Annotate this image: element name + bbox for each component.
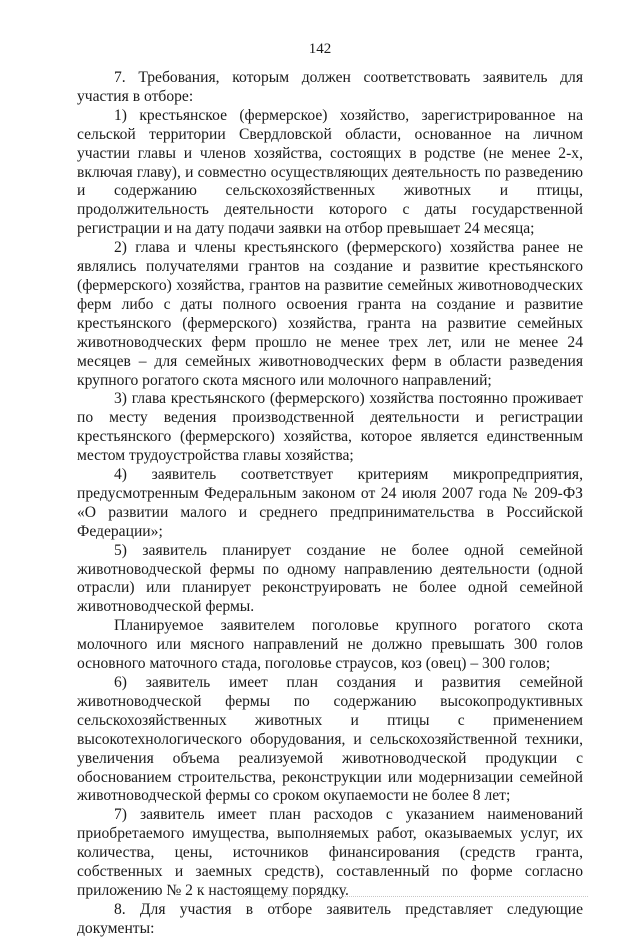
paragraph-item-1: 1) крестьянское (фермерское) хозяйство, зарегистрированное на сельской территории Свердловской области, основанное на личном участии главы и членов хозяйства, состоящих в родстве (не менее 2-х, включая главу), и совместно осуществляющих деятельность по разведению и содержанию сельскохозяйственных животных и птицы, продолжительность деятельности которого с даты государственной регистрации и на дату подачи заявки на отбор превышает 24 месяца; — [77, 106, 583, 238]
paragraph-item-5: 5) заявитель планирует создание не более одной семейной животноводческой фермы по одному направлению деятельности (одной отрасли) или планирует реконструировать не более одной семейной животноводческой фермы. — [77, 541, 583, 616]
paragraph-item-4: 4) заявитель соответствует критериям микропредприятия, предусмотренным Федеральным законом от 24 июля 2007 года № 209-ФЗ «О развитии малого и среднего предпринимательства в Российской Федерации»; — [77, 466, 583, 540]
scan-edge-line — [238, 896, 588, 897]
page-number: 142 — [308, 41, 332, 57]
document-body — [77, 69, 583, 939]
paragraph-item-3: 3) глава крестьянского (фермерского) хозяйства постоянно проживает по месту ведения производственной деятельности и регистрации крестьянского (фермерского) хозяйства, которое является единственным местом трудоустройства главы хозяйства; — [77, 390, 583, 465]
paragraph-documents-heading: 8. Для участия в отборе заявитель представляет следующие документы: — [77, 900, 583, 937]
paragraph-item-2: 2) глава и члены крестьянского (фермерского) хозяйства ранее не являлись получателями грантов на создание и развитие крестьянского (фермерского) хозяйства, грантов на развитие семейных животноводческих ферм либо с даты полного освоения гранта на создание и развитие крестьянского (фермерского) хозяйства, гранта на развитие семейных животноводческих ферм прошло не менее трех лет, или не менее 24 месяцев – для семейных животноводческих ферм в области разведения крупного рогатого скота мясного или молочного направлений; — [77, 239, 583, 389]
paragraph-livestock-limit: Планируемое заявителем поголовье крупного рогатого скота молочного или мясного направлений не должно превышать 300 голов основного маточного стада, поголовье страусов, коз (овец) – 300 голов; — [77, 617, 583, 673]
paragraph-item-6: 6) заявитель имеет план создания и развития семейной животноводческой фермы по содержанию высокопродуктивных сельскохозяйственных животных и птицы с применением высокотехнологического оборудования, и сельскохозяйственной техники, увеличения объема реализуемой животноводческой продукции с обоснованием строительства, реконструкции или модернизации семейной животноводческой фермы со сроком окупаемости не более 8 лет; — [77, 674, 583, 805]
paragraph-requirements-heading: 7. Требования, которым должен соответствовать заявитель для участия в отборе: — [77, 69, 583, 105]
paragraph-item-7: 7) заявитель имеет план расходов с указанием наименований приобретаемого имущества, выполняемых работ, оказываемых услуг, их количества, цены, источников финансирования (средств гранта, собственных и заемных средств), составленный по форме согласно приложению № 2 к настоящему порядку. — [77, 806, 583, 899]
